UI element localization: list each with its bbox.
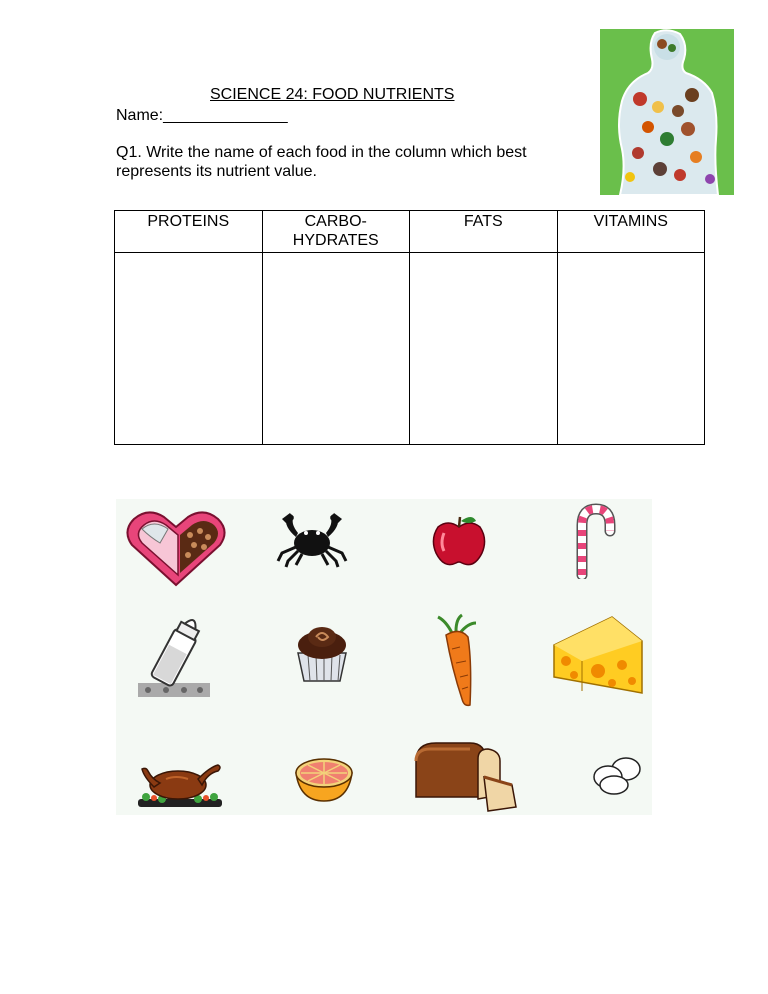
column-header-line: FATS: [463, 213, 503, 230]
column-header-line: PROTEINS: [147, 213, 230, 230]
answer-cell-carbohydrates[interactable]: [262, 253, 410, 445]
table-header-row: [115, 211, 705, 253]
turkey-icon: [136, 761, 226, 811]
eggs-icon: [590, 753, 644, 795]
carrot-icon: [432, 613, 488, 709]
nutrient-table: [114, 210, 705, 445]
column-header-vitamins: [557, 211, 705, 253]
column-header-carbohydrates: [262, 211, 410, 253]
crab-icon: [276, 511, 348, 569]
grapefruit-icon: [292, 753, 356, 803]
apple-icon: [430, 513, 488, 569]
column-header-line: CARBO-: [304, 213, 367, 230]
page-title: SCIENCE 24: FOOD NUTRIENTS: [210, 86, 455, 103]
name-field-label[interactable]: Name:______________: [116, 107, 288, 124]
cupcake-icon: [290, 623, 354, 683]
body-nutrition-illustration: [600, 29, 734, 195]
milk-bottle-icon: [136, 609, 214, 703]
answer-cell-proteins[interactable]: [115, 253, 263, 445]
question-text: Q1. Write the name of each food in the column which best represents its nutrient value.: [116, 144, 527, 180]
food-picture-panel: [116, 499, 652, 815]
column-header-line: HYDRATES: [292, 232, 379, 249]
answer-cell-fats[interactable]: [410, 253, 558, 445]
candy-cane-icon: [570, 503, 616, 579]
cheese-icon: [552, 615, 644, 695]
chocolate-box-icon: [124, 509, 228, 587]
bread-icon: [412, 737, 522, 813]
answer-row: [115, 253, 705, 445]
column-header-proteins: [115, 211, 263, 253]
column-header-fats: [410, 211, 558, 253]
answer-cell-vitamins[interactable]: [557, 253, 705, 445]
column-header-line: VITAMINS: [593, 213, 668, 230]
